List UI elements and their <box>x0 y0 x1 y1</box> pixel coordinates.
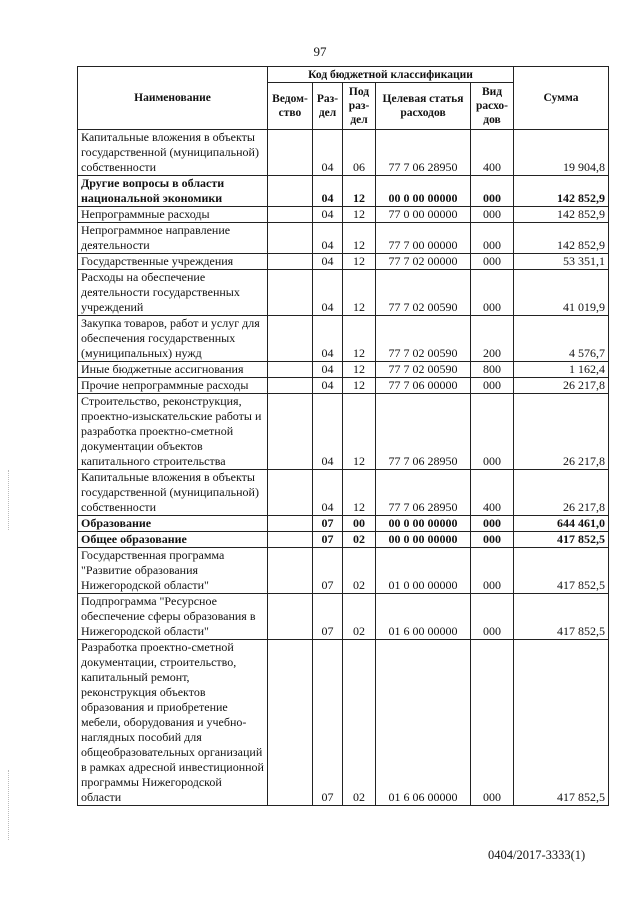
cell-celevaya: 77 7 02 00590 <box>376 316 471 362</box>
cell-vedomstvo <box>268 130 313 176</box>
document-code: 0404/2017-3333(1) <box>488 848 586 862</box>
cell-podrazdel: 12 <box>343 362 376 378</box>
cell-name: Расходы на обеспечение деятельности государственных учреждений <box>78 270 268 316</box>
cell-name: Прочие непрограммные расходы <box>78 378 268 394</box>
cell-vid: 200 <box>471 316 514 362</box>
cell-name: Образование <box>78 516 268 532</box>
header-name: Наименование <box>78 67 268 130</box>
cell-vedomstvo <box>268 270 313 316</box>
cell-name: Общее образование <box>78 532 268 548</box>
cell-name: Государственная программа "Развитие образования Нижегородской области" <box>78 548 268 594</box>
cell-vid: 000 <box>471 594 514 640</box>
cell-razdel: 04 <box>313 207 343 223</box>
cell-celevaya: 01 0 00 00000 <box>376 548 471 594</box>
cell-summa: 41 019,9 <box>514 270 609 316</box>
table-row <box>78 316 609 362</box>
cell-razdel: 04 <box>313 223 343 254</box>
cell-vedomstvo <box>268 470 313 516</box>
cell-razdel: 04 <box>313 470 343 516</box>
cell-vid: 000 <box>471 270 514 316</box>
header-code-group: Код бюджетной классификации <box>268 67 514 83</box>
cell-razdel: 07 <box>313 640 343 806</box>
cell-celevaya: 77 7 06 00000 <box>376 378 471 394</box>
cell-podrazdel: 00 <box>343 516 376 532</box>
cell-name: Государственные учреждения <box>78 254 268 270</box>
cell-vedomstvo <box>268 594 313 640</box>
cell-summa: 1 162,4 <box>514 362 609 378</box>
cell-vid: 000 <box>471 394 514 470</box>
cell-vid: 000 <box>471 254 514 270</box>
header-razdel: Раз-дел <box>313 83 343 130</box>
table-row <box>78 378 609 394</box>
cell-name: Строительство, реконструкция, проектно-изыскательские работы и разработка проектно-сметной документации объектов капитального строительства <box>78 394 268 470</box>
table-row <box>78 362 609 378</box>
cell-summa: 417 852,5 <box>514 548 609 594</box>
cell-podrazdel: 12 <box>343 316 376 362</box>
cell-podrazdel: 06 <box>343 130 376 176</box>
cell-podrazdel: 12 <box>343 378 376 394</box>
cell-podrazdel: 12 <box>343 207 376 223</box>
table-row <box>78 640 609 806</box>
table-row <box>78 130 609 176</box>
cell-vedomstvo <box>268 316 313 362</box>
table-row <box>78 223 609 254</box>
cell-name: Непрограммное направление деятельности <box>78 223 268 254</box>
cell-vid: 400 <box>471 470 514 516</box>
cell-summa: 19 904,8 <box>514 130 609 176</box>
cell-celevaya: 77 7 06 28950 <box>376 394 471 470</box>
cell-summa: 644 461,0 <box>514 516 609 532</box>
cell-vid: 000 <box>471 640 514 806</box>
cell-name: Иные бюджетные ассигнования <box>78 362 268 378</box>
cell-summa: 142 852,9 <box>514 207 609 223</box>
scan-margin-mark <box>8 770 9 840</box>
cell-celevaya: 00 0 00 00000 <box>376 532 471 548</box>
cell-celevaya: 77 7 02 00000 <box>376 254 471 270</box>
cell-podrazdel: 12 <box>343 254 376 270</box>
cell-celevaya: 01 6 00 00000 <box>376 594 471 640</box>
header-vid: Вид расхо-дов <box>471 83 514 130</box>
cell-name: Капитальные вложения в объекты государственной (муниципальной) собственности <box>78 470 268 516</box>
cell-summa: 417 852,5 <box>514 532 609 548</box>
cell-summa: 142 852,9 <box>514 223 609 254</box>
cell-celevaya: 77 7 06 28950 <box>376 130 471 176</box>
cell-podrazdel: 02 <box>343 594 376 640</box>
cell-podrazdel: 12 <box>343 176 376 207</box>
cell-celevaya: 77 7 02 00590 <box>376 362 471 378</box>
cell-vid: 000 <box>471 378 514 394</box>
cell-podrazdel: 02 <box>343 532 376 548</box>
table-row <box>78 516 609 532</box>
cell-name: Разработка проектно-сметной документации, строительство, капитальный ремонт, реконструкция объектов образования и приобретение мебели, оборудования и учебно-наглядных пособий для общеобразовательных организаций в рамках адресной инвестиционной программы Нижегородской области <box>78 640 268 806</box>
cell-summa: 417 852,5 <box>514 640 609 806</box>
header-vedomstvo: Ведом-ство <box>268 83 313 130</box>
budget-table <box>77 66 609 806</box>
cell-summa: 53 351,1 <box>514 254 609 270</box>
header-summa: Сумма <box>514 67 609 130</box>
header-celevaya: Целевая статья расходов <box>376 83 471 130</box>
cell-celevaya: 01 6 06 00000 <box>376 640 471 806</box>
cell-vedomstvo <box>268 207 313 223</box>
cell-razdel: 04 <box>313 176 343 207</box>
cell-vedomstvo <box>268 516 313 532</box>
cell-razdel: 07 <box>313 516 343 532</box>
cell-razdel: 07 <box>313 532 343 548</box>
cell-razdel: 04 <box>313 316 343 362</box>
cell-vid: 000 <box>471 532 514 548</box>
cell-vedomstvo <box>268 176 313 207</box>
cell-summa: 26 217,8 <box>514 470 609 516</box>
cell-podrazdel: 02 <box>343 548 376 594</box>
cell-celevaya: 77 7 02 00590 <box>376 270 471 316</box>
cell-vid: 000 <box>471 223 514 254</box>
cell-vedomstvo <box>268 548 313 594</box>
cell-summa: 4 576,7 <box>514 316 609 362</box>
cell-podrazdel: 12 <box>343 270 376 316</box>
cell-razdel: 07 <box>313 548 343 594</box>
cell-vid: 000 <box>471 516 514 532</box>
cell-vid: 000 <box>471 548 514 594</box>
table-row <box>78 470 609 516</box>
cell-vedomstvo <box>268 223 313 254</box>
cell-name: Капитальные вложения в объекты государственной (муниципальной) собственности <box>78 130 268 176</box>
cell-name: Закупка товаров, работ и услуг для обеспечения государственных (муниципальных) нужд <box>78 316 268 362</box>
cell-podrazdel: 12 <box>343 470 376 516</box>
cell-vedomstvo <box>268 378 313 394</box>
header-podrazdel: Под раз-дел <box>343 83 376 130</box>
table-row <box>78 548 609 594</box>
page-number: 97 <box>313 44 327 59</box>
cell-podrazdel: 12 <box>343 223 376 254</box>
cell-razdel: 04 <box>313 254 343 270</box>
cell-summa: 142 852,9 <box>514 176 609 207</box>
table-row <box>78 254 609 270</box>
table-row <box>78 394 609 470</box>
cell-vedomstvo <box>268 640 313 806</box>
cell-vid: 000 <box>471 176 514 207</box>
cell-celevaya: 77 7 06 28950 <box>376 470 471 516</box>
table-row <box>78 532 609 548</box>
cell-razdel: 07 <box>313 594 343 640</box>
table-row <box>78 270 609 316</box>
table-row <box>78 594 609 640</box>
cell-name: Непрограммные расходы <box>78 207 268 223</box>
cell-razdel: 04 <box>313 394 343 470</box>
cell-summa: 26 217,8 <box>514 394 609 470</box>
cell-razdel: 04 <box>313 378 343 394</box>
cell-vid: 800 <box>471 362 514 378</box>
cell-summa: 417 852,5 <box>514 594 609 640</box>
cell-summa: 26 217,8 <box>514 378 609 394</box>
cell-razdel: 04 <box>313 270 343 316</box>
table-row <box>78 207 609 223</box>
cell-vedomstvo <box>268 254 313 270</box>
cell-vid: 000 <box>471 207 514 223</box>
table-body <box>78 130 609 806</box>
cell-vedomstvo <box>268 362 313 378</box>
cell-name: Подпрограмма "Ресурсное обеспечение сферы образования в Нижегородской области" <box>78 594 268 640</box>
cell-vedomstvo <box>268 394 313 470</box>
scan-margin-mark <box>8 470 9 530</box>
cell-razdel: 04 <box>313 362 343 378</box>
cell-vid: 400 <box>471 130 514 176</box>
cell-name: Другие вопросы в области национальной экономики <box>78 176 268 207</box>
cell-podrazdel: 12 <box>343 394 376 470</box>
cell-celevaya: 00 0 00 00000 <box>376 176 471 207</box>
table-row <box>78 176 609 207</box>
cell-celevaya: 77 0 00 00000 <box>376 207 471 223</box>
cell-razdel: 04 <box>313 130 343 176</box>
cell-podrazdel: 02 <box>343 640 376 806</box>
cell-celevaya: 00 0 00 00000 <box>376 516 471 532</box>
cell-vedomstvo <box>268 532 313 548</box>
cell-celevaya: 77 7 00 00000 <box>376 223 471 254</box>
